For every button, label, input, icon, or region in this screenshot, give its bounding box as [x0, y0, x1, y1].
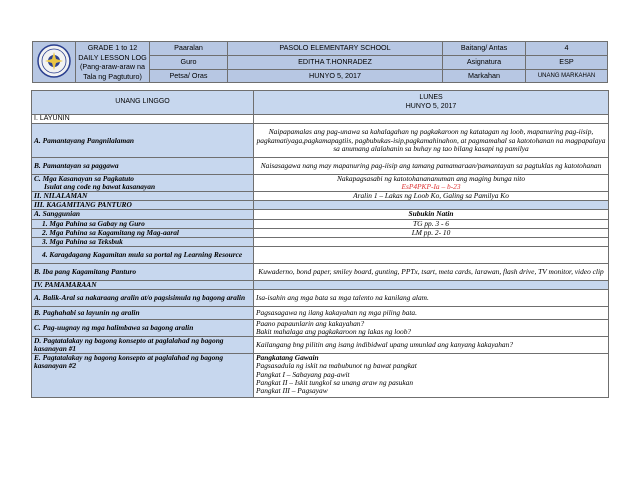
paaralan-label: Paaralan [150, 42, 228, 56]
kagamitan-mag-aaral-value: LM pp. 2- 10 [254, 228, 609, 237]
kasanayan-title: C. Mga Kasanayan sa Pagkatuto [34, 174, 134, 184]
log-title: DAILY LESSON LOG [78, 52, 147, 62]
paaralan-value: PASOLO ELEMENTARY SCHOOL [228, 42, 443, 56]
balik-aral-value: Isa-isahin ang mga bata sa mga talento na kanilang alam. [254, 289, 609, 306]
gabay-guro-value: TG pp. 3 - 6 [254, 219, 609, 228]
pamamaraan-label: IV. PAMAMARAAN [32, 280, 254, 289]
iba-pang-kagamitan-value: Kuwaderno, bond paper, smiley board, gunting, PPTx, tsart, meta cards, larawan, flash drive, TV monitor, video clip [254, 263, 609, 280]
pagtatalakay-1-value: Kailangang bng pilitin ang isang indibidwal upang umunlad ang kanyang kakayahan? [254, 337, 609, 354]
pag-uugnay-cell [254, 319, 609, 336]
guro-label: Guro [150, 55, 228, 69]
pamantayan-sa-paggawa-value: Naisasagawa nang may mapanuring pag-iisip ang tamang pamamaraan/pamantayan sa pagtuklas ng katotohanan [254, 158, 609, 175]
kagamitan-label: III. KAGAMITANG PANTURO [32, 201, 254, 210]
pamamaraan-empty [254, 280, 609, 289]
pagtatalakay-2-line-2: Pangkat I – Sabayang pag-awit [256, 369, 350, 379]
kasanayan-code: EsP4PKP-Ia – b-23 [401, 182, 461, 192]
pamantayang-pangnilalaman-value: Naipapamalas ang pag-unawa sa kahalagahan ng pagkakaroon ng katatagan ng loob, mapanuring pag-iisip, pagkamatiyaga,pagkamapagtiis, pagbubukas-isip,pagkamahinahon, at pagmamahal sa katotohanan na magpapalaya sa anumang alalahanin sa buhay ng tao bilang kasapi ng pamilya [254, 124, 609, 158]
paghahabi-value: Pagsasagawa ng ilang kakayahan ng mga piling bata. [254, 306, 609, 319]
pagtatalakay-1-label: D. Pagtatalakay ng bagong konsepto at paglalahad ng bagong kasanayan #1 [32, 337, 254, 354]
kasanayan-subtitle: Isulat ang code ng bawat kasanayan [44, 182, 156, 192]
pagtatalakay-2-label: E. Pagtatalakay ng bagong konsepto at paglalahad ng bagong kasanayan #2 [32, 354, 254, 398]
petsa-value: HUNYO 5, 2017 [228, 69, 443, 83]
kasanayan-value: Nakapagsasabi ng katotohanananuman ang maging bunga nito [336, 174, 526, 184]
log-subtitle: (Pang-araw-araw na Tala ng Pagtuturo) [79, 62, 146, 81]
teksbuk-label: 3. Mga Pahina sa Teksbuk [32, 237, 254, 246]
learning-resource-label: 4. Karagdagang Kagamitan mula sa portal ng Learning Resource [32, 246, 254, 263]
kagamitan-empty [254, 201, 609, 210]
pag-uugnay-line-1: Paano papaunlarin ang kakayahan? [256, 319, 365, 328]
day-text: LUNES [419, 94, 443, 102]
pagtatalakay-2-cell [254, 354, 609, 398]
kasanayan-value-cell [254, 175, 609, 192]
gabay-guro-label: 1. Mga Pahina sa Gabay ng Guro [32, 219, 254, 228]
markahan-value: UNANG MARKAHAN [526, 69, 608, 83]
petsa-label: Petsa/ Oras [150, 69, 228, 83]
balik-aral-label: A. Balik-Aral sa nakaraang aralin at/o pagsisimula ng bagong aralin [32, 289, 254, 306]
markahan-label: Markahan [443, 69, 526, 83]
pagtatalakay-2-line-1: Pagsasadula ng iskit na mabubunot ng bawat pangkat [256, 361, 417, 371]
sanggunian-label: A. Sanggunian [32, 210, 254, 219]
lesson-log-table [31, 90, 609, 398]
date-text: HUNYO 5, 2017 [405, 102, 457, 110]
baitang-value: 4 [526, 42, 608, 56]
nilalaman-value: Aralin 1 – Lakas ng Loob Ko, Galing sa Pamilya Ko [254, 192, 609, 201]
pamantayan-sa-paggawa-label: B. Pamantayan sa paggawa [32, 158, 254, 175]
pagtatalakay-2-line-3: Pangkat II – Iskit tungkol sa unang araw ng pasukan [256, 377, 414, 387]
header-table [32, 41, 608, 83]
asignatura-value: ESP [526, 55, 608, 69]
pag-uugnay-label: C. Pag-uugnay ng mga halimbawa sa bagong aralin [32, 319, 254, 336]
teksbuk-empty [254, 237, 609, 246]
paghahabi-label: B. Paghahabi sa layunin ng aralin [32, 306, 254, 319]
kagamitan-mag-aaral-label: 2. Mga Pahina sa Kagamitang ng Mag-aaral [32, 228, 254, 237]
pagtatalakay-2-line-4: Pangkat III – Pagsayaw [256, 385, 328, 395]
deped-seal-icon [34, 42, 74, 80]
day-cell [254, 91, 609, 115]
pag-uugnay-line-2: Bakit mahalaga ang pagkakaroon ng lakas ng loob? [256, 327, 412, 337]
layunin-label: I. LAYUNIN [32, 115, 254, 124]
pamantayang-pangnilalaman-label: A. Pamantayang Pangnilalaman [32, 124, 254, 158]
learning-resource-empty [254, 246, 609, 263]
asignatura-label: Asignatura [443, 55, 526, 69]
sanggunian-value: Subukin Natin [254, 210, 609, 219]
log-title-cell [76, 42, 150, 83]
iba-pang-kagamitan-label: B. Iba pang Kagamitang Panturo [32, 263, 254, 280]
layunin-empty [254, 115, 609, 124]
guro-value: EDITHA T.HONRADEZ [228, 55, 443, 69]
grade-text: GRADE 1 to 12 [87, 43, 138, 53]
nilalaman-label: II. NILALAMAN [32, 192, 254, 201]
pangkatang-gawain-title: Pangkatang Gawain [256, 353, 319, 363]
baitang-label: Baitang/ Antas [443, 42, 526, 56]
logo-cell [33, 42, 76, 83]
kasanayan-label [32, 175, 254, 192]
week-label: UNANG LINGGO [32, 91, 254, 115]
